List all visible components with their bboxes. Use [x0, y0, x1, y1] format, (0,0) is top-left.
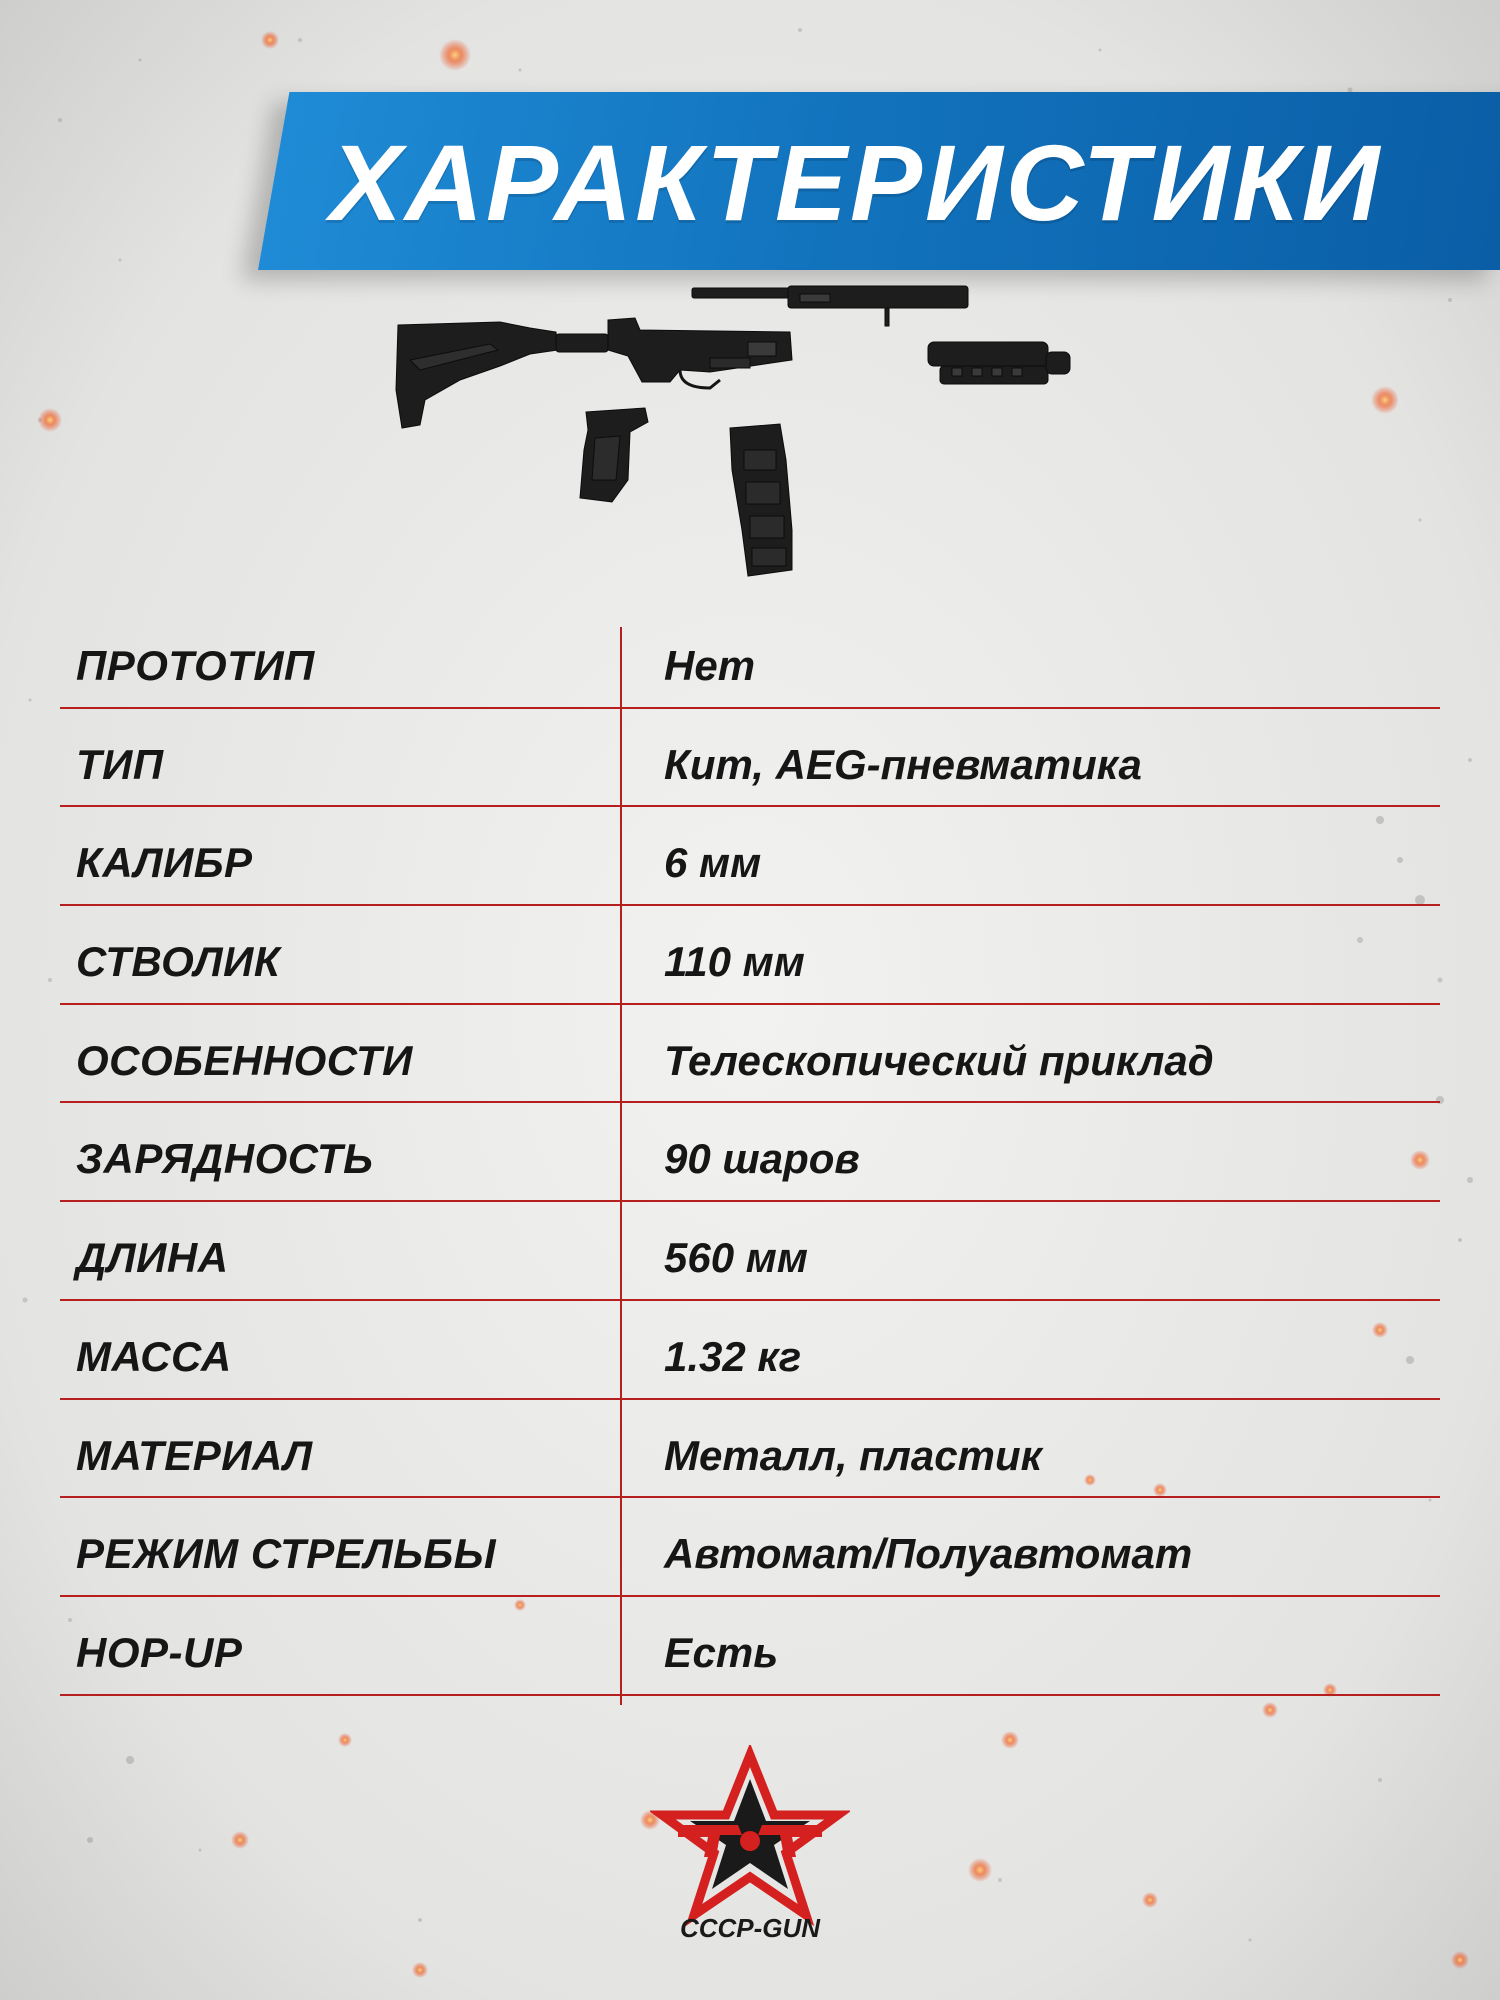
spec-row-type	[60, 709, 1440, 808]
handguard	[928, 342, 1070, 384]
top-rail	[692, 286, 968, 326]
spec-label: МАТЕРИАЛ	[76, 1431, 313, 1479]
telescopic-stock	[396, 322, 608, 428]
spec-row-capacity	[60, 1103, 1440, 1202]
spec-label: ПРОТОТИП	[76, 642, 315, 689]
spec-label: ДЛИНА	[76, 1234, 229, 1282]
pistol-grip	[580, 408, 648, 502]
spec-row-fire-mode	[60, 1498, 1440, 1597]
spec-value: 90 шаров	[664, 1135, 860, 1183]
red-star-crossed-pistols-icon	[662, 1755, 838, 1915]
spec-label: МАССА	[76, 1332, 232, 1380]
spec-value: Автомат/Полуавтомат	[664, 1530, 1193, 1578]
spec-value: 110 мм	[664, 938, 805, 986]
spec-row-barrel	[60, 906, 1440, 1005]
spec-row-hop-up	[60, 1597, 1440, 1696]
spec-value: Нет	[664, 642, 756, 689]
spec-label: РЕЖИМ СТРЕЛЬБЫ	[76, 1530, 497, 1578]
brand-logo	[650, 1745, 850, 1945]
spec-row-prototype	[60, 610, 1440, 709]
magazine	[730, 424, 792, 576]
spec-value: Металл, пластик	[664, 1431, 1042, 1479]
spec-value: Телескопический приклад	[664, 1036, 1214, 1084]
spec-value: 6 мм	[664, 839, 762, 887]
spec-label: ТИП	[76, 740, 164, 788]
spec-row-features	[60, 1005, 1440, 1104]
spec-label: HOP-UP	[76, 1628, 243, 1676]
specs-table	[60, 610, 1440, 1696]
spec-label: ОСОБЕННОСТИ	[76, 1036, 413, 1084]
spec-value: 560 мм	[664, 1234, 808, 1282]
spec-value: 1.32 кг	[664, 1332, 802, 1380]
brand-name: CCCP-GUN	[679, 1913, 821, 1943]
spec-value: Есть	[664, 1628, 779, 1676]
spec-label: ЗАРЯДНОСТЬ	[76, 1135, 374, 1183]
product-image	[380, 270, 1120, 600]
spec-row-caliber	[60, 807, 1440, 906]
lower-receiver	[608, 318, 792, 388]
page-title: ХАРАКТЕРИСТИКИ	[330, 122, 1383, 243]
spec-row-weight	[60, 1301, 1440, 1400]
spec-label: СТВОЛИК	[76, 938, 281, 986]
table-column-divider	[620, 627, 622, 1705]
spec-row-material	[60, 1400, 1440, 1499]
spec-label: КАЛИБР	[76, 839, 253, 887]
spec-row-length	[60, 1202, 1440, 1301]
spec-value: Кит, AEG-пневматика	[664, 740, 1142, 788]
